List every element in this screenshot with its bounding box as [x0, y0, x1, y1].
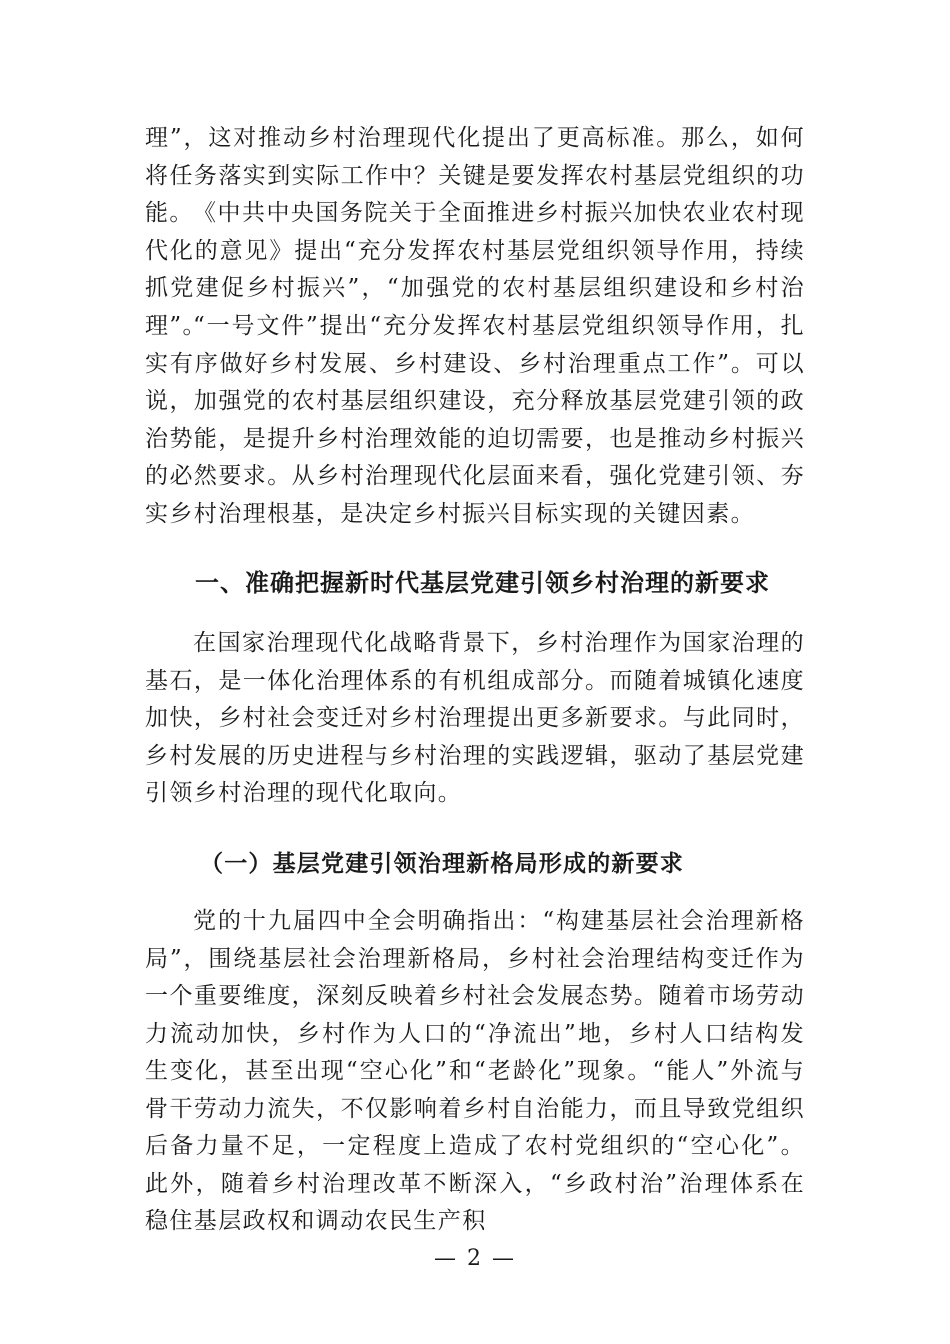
paragraph-1: 理”，这对推动乡村治理现代化提出了更高标准。那么，如何将任务落实到实际工作中？关键是要发挥农村基层党组织的功能。: [145, 125, 805, 226]
paragraph-4: 在国家治理现代化战略背景下，乡村治理作为国家治理的基石，是一体化治理体系的有机组成部分。而随着城镇化速度加快，乡村社会变迁对乡村治理提出更多新要求。与此同时，乡村发展的历史进程与乡村治理的实践逻辑，驱动了基层党建引领乡村治理的现代化取向。: [145, 630, 805, 806]
page-number: — 2 —: [434, 1246, 516, 1271]
paragraph-3: “一号文件”提出“充分发挥农村基层党组织领导作用，扎实有序做好乡村发展、乡村建设、乡村治理重点工作”。可以说，加强党的农村基层组织建设，充分释放基层党建引领的政治势能，是提升乡村治理效能的迫切需要，也是推动乡村振兴的必然要求。从乡村治理现代化层面来看，强化党建引领、夯实乡村治理根基，是决定乡村振兴目标实现的关键因素。: [145, 313, 805, 527]
paragraph-5: 党的十九届四中全会明确指出：“构建基层社会治理新格局”，围绕基层社会治理新格局，乡村社会治理结构变迁作为一个重要维度，深刻反映着乡村社会发展态势。随着市场劳动力流动加快，乡村作为人口的“净流出”地，乡村人口结构发生变化，甚至出现“空心化”和“老龄化”现象。“能人”外流与骨干劳动力流失，不仅影响着乡村自治能力，而且导致党组织后备力量不足，一定程度上造成了农村党组织的“空心化”。此外，随着乡村治理改革不断深入，“乡政村治”治理体系在稳住基层政权和调动农民生产积: [145, 908, 805, 1234]
section-heading: 一、准确把握新时代基层党建引领乡村治理的新要求: [195, 569, 770, 597]
subsection-heading: （一）基层党建引领治理新格局形成的新要求: [200, 850, 684, 877]
paragraph-2: 《中共中央国务院关于全面推进乡村振兴加快农业农村现代化的意见》提出“充分发挥农村基层党组织领导作用，持续抓党建促乡村振兴”，“加强党的农村基层组织建设和乡村治理”。: [145, 200, 805, 339]
